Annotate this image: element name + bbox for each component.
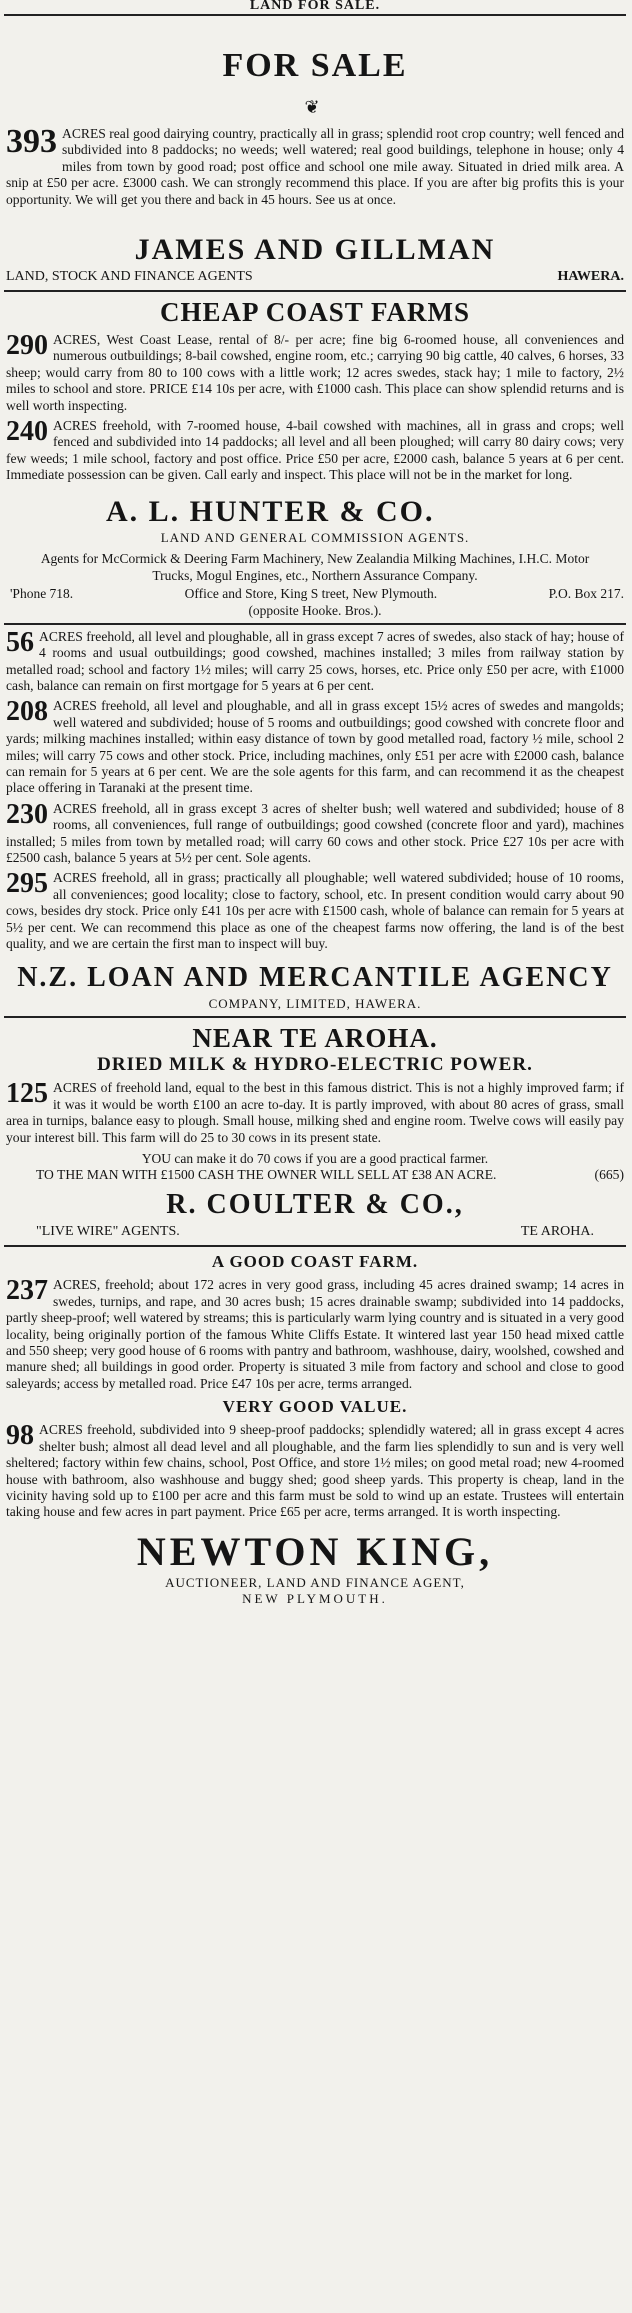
ad-block-nz-loan: [6, 626, 624, 1013]
listing-text: ACRES freehold, all level and ploughable, all in grass except 7 acres of swedes, also stack of hay; house of 4 rooms and usual outbuildings; good cowshed, machines installed; 3 miles from railway station by metalled road; school and factory 1½ miles; will carry 25 cows, horses, etc. Price only £50 per acre, with £1000 cash, balance can remain on first mortgage for 5 years at 6 per cent.: [6, 628, 624, 693]
listing-text: ACRES freehold, all in grass; practically all ploughable; well watered subdivided; house of 10 rooms, all conveniences; good locality; close to factory, school, etc. In present condition would carry about 90 cows, besides dry stock. Price only £41 10s per acre with £1500 cash, whole of balance can remain for 5 years at 5½ per cent. We can recommend this place as one of the cheapest farms now offering, the land is of the best quality, and we are certain the first man to inspect will buy.: [6, 870, 624, 951]
phone-number: 'Phone 718.: [10, 585, 74, 601]
listing-number: 393: [6, 123, 57, 160]
agent-name-james-gillman: JAMES AND GILLMAN: [134, 233, 496, 267]
divider: [4, 1245, 626, 1247]
listing-393: [6, 123, 624, 208]
listing-number: 56: [6, 626, 34, 658]
agent-line: [6, 268, 624, 286]
listing-56: [6, 626, 624, 695]
agents-for-text: Agents for McCormick & Deering Farm Machinery, New Zealandia Milking Machines, I.H.C. Motor Trucks, Mogul Engines, etc., Northern Assurance Company.: [40, 550, 590, 583]
agent-name-coulter: R. COULTER & CO.,: [166, 1189, 464, 1221]
listing-237: [6, 1277, 624, 1392]
page-header: LAND FOR SALE.: [4, 0, 626, 16]
listing-offer-line: [6, 1167, 624, 1183]
dried-milk-subheading: DRIED MILK & HYDRO-ELECTRIC POWER.: [97, 1054, 533, 1076]
agent-place: NEW PLYMOUTH.: [242, 1590, 388, 1606]
listing-240: [6, 418, 624, 484]
ad-block-cheap-coast-farms: [6, 296, 624, 619]
agent-description: COMPANY, LIMITED, HAWERA.: [208, 996, 422, 1012]
ad-code: (665): [594, 1167, 624, 1183]
listing-text: ACRES freehold, all level and ploughable, and all in grass except 15½ acres of swedes and mangolds; well watered and subdivided; house of 5 rooms and outbuildings; good cowshed with concrete floor and yards; milking machines installed; within easy distance of town by good metalled road, factory ½ mile, school 2 miles; will carry 75 cows and other stock. Price, including machines, only £51 per acre with £2000 cash, balance can remain for 5 years at 6 per cent. We are the sole agents for this farm, and can recommend it as the cheapest place offering in Taranaki at the present time.: [6, 698, 624, 796]
listing-number: 290: [6, 330, 48, 362]
divider: [4, 623, 626, 625]
listing-text: ACRES freehold, subdivided into 9 sheep-proof paddocks; splendidly watered; all in grass except 4 acres shelter bush; almost all dead level and all ploughable, and the farm lies splendidly to sun and is very well sheltered; factory within few chains, school, Post Office, and store 1½ miles; on good metal road; new 4-roomed house with bathroom, also washhouse and buggy shed; good sheep yards. This property is cheap, land in the vicinity having sold up to £100 per acre and this farm must be sold to wind up an estate. Trustees will entertain taking house and few acres in part payment. Price £65 per acre, terms arranged. It is worth inspecting.: [6, 1422, 624, 1520]
offer-text: TO THE MAN WITH £1500 CASH THE OWNER WILL SELL AT £38 AN ACRE.: [36, 1167, 497, 1183]
near-te-aroha-heading: NEAR TE AROHA.: [192, 1023, 438, 1054]
agent-name-newton-king: NEWTON KING,: [136, 1528, 494, 1574]
for-sale-heading: FOR SALE: [222, 47, 408, 84]
po-box: P.O. Box 217.: [548, 585, 624, 601]
ornament-icon: ❦: [304, 97, 326, 117]
agent-place: HAWERA.: [557, 269, 624, 285]
agent-description: LAND AND GENERAL COMMISSION AGENTS.: [160, 529, 470, 545]
listing-208: [6, 698, 624, 796]
agent-name-nz-loan: N.Z. LOAN AND MERCANTILE AGENCY: [17, 962, 613, 994]
listing-98: [6, 1422, 624, 1520]
divider: [4, 290, 626, 292]
listing-text: ACRES, freehold; about 172 acres in very good grass, including 45 acres drained swamp; 14 acres in swedes, turnips, and rape, and 30 acres bush; 15 acres drainable swamp; subdivided into 14 paddocks, partly sheep-proof; well watered by streams; this is particularly warm lying country and is situated in a very good locality, being originally portion of the famous White Cliffs Estate. It wintered last year 150 head mixed cattle and 550 sheep; very good house of 6 rooms with pantry and bathroom, washhouse, dairy, woolshed, cowshed and manure shed; all buildings in good order. Property is situated 3 mile from factory and school and close to good saleyards; access by metalled road. Price £47 10s per acre, terms arranged.: [6, 1277, 624, 1391]
listing-290: [6, 332, 624, 414]
listing-number: 230: [6, 798, 48, 830]
listing-230: [6, 798, 624, 867]
office-address: Office and Store, King S treet, New Plymouth.: [184, 585, 438, 601]
listing-number: 240: [6, 416, 48, 448]
listing-number: 125: [6, 1078, 48, 1110]
divider: [4, 1016, 626, 1018]
listing-text: ACRES real good dairying country, practically all in grass; splendid root crop country; well fenced and subdivided into 8 paddocks; no weeds; well watered; real good buildings, telephone in house; only 4 miles from town by good road; post office and school one mile away. Situated in dried milk area. A snip at £50 per acre. £3000 cash. We can strongly recommend this place. If you are after big profits this is your opportunity. We will get you there and back in 45 hours. See us at once.: [6, 126, 624, 207]
listing-125: [6, 1080, 624, 1146]
listing-number: 237: [6, 1275, 48, 1307]
ad-block-newton-king: [6, 1251, 624, 1606]
opposite-note: (opposite Hooke. Bros.).: [248, 602, 382, 618]
contact-line: [6, 586, 624, 602]
good-coast-farm-heading: A GOOD COAST FARM.: [211, 1252, 419, 1272]
listing-text: ACRES freehold, with 7-roomed house, 4-bail cowshed with machines, all in grass and crops; well fenced and subdivided into 14 paddocks; all level and all been ploughed; will carry 80 dairy cows; very few weeds; 1 mile school, factory and post office. Price £50 per acre, £2000 cash, balance 5 years at 6 per cent. Immediate possession can be given. Call early and inspect. This place will not be in the market for long.: [6, 418, 624, 483]
listing-number: 208: [6, 696, 48, 728]
listing-text: ACRES freehold, all in grass except 3 acres of shelter bush; well watered and subdivided; house of 8 rooms, all conveniences, full range of outbuildings; good cowshed (concrete floor and yard), machines installed; 5 miles from town by metalled road; will carry 60 cows and other stock. Price £27 10s per acre with £2500 cash, balance 5 years at 5½ per cent. Sole agents.: [6, 800, 624, 865]
agent-line: [6, 1223, 624, 1241]
listing-text: ACRES of freehold land, equal to the best in this famous district. This is not a highly improved farm; if it was it would be worth £100 an acre to-day. It is partly improved, with about 80 acres of grass, small area in turnips, balance easy to plough. Small house, milking shed and engine room. Twelve cows will easily pay your interest bill. This farm will do 25 to 30 cows in its present state.: [6, 1080, 624, 1145]
agent-description: AUCTIONEER, LAND AND FINANCE AGENT,: [165, 1574, 465, 1590]
agent-name-hunter: A. L. HUNTER & CO.: [106, 494, 435, 528]
ad-block-te-aroha: [6, 1022, 624, 1241]
listing-note: YOU can make it do 70 cows if you are a good practical farmer.: [141, 1151, 489, 1167]
ad-block-for-sale: [6, 46, 624, 286]
listing-295: [6, 870, 624, 952]
listing-number: 98: [6, 1420, 34, 1452]
cheap-coast-farms-heading: CHEAP COAST FARMS: [159, 297, 471, 328]
agent-description: LAND, STOCK AND FINANCE AGENTS: [6, 269, 253, 285]
agent-place: TE AROHA.: [520, 1224, 594, 1240]
listing-text: ACRES, West Coast Lease, rental of 8/- per acre; fine big 6-roomed house, all conveniences and numerous outbuildings; 8-bail cowshed, engine room, etc.; carrying 90 big cattle, 40 calves, 6 horses, 33 sheep; would carry from 80 to 100 cows with a little work; 12 acres swedes, stack hay; 1 mile to factory, 2½ miles to school and store. PRICE £14 10s per acre, with £1000 cash. This place can show splendid returns and is well worth inspecting.: [6, 332, 624, 413]
listing-number: 295: [6, 868, 48, 900]
agent-description: "LIVE WIRE" AGENTS.: [36, 1224, 180, 1240]
very-good-value-heading: VERY GOOD VALUE.: [222, 1397, 408, 1417]
